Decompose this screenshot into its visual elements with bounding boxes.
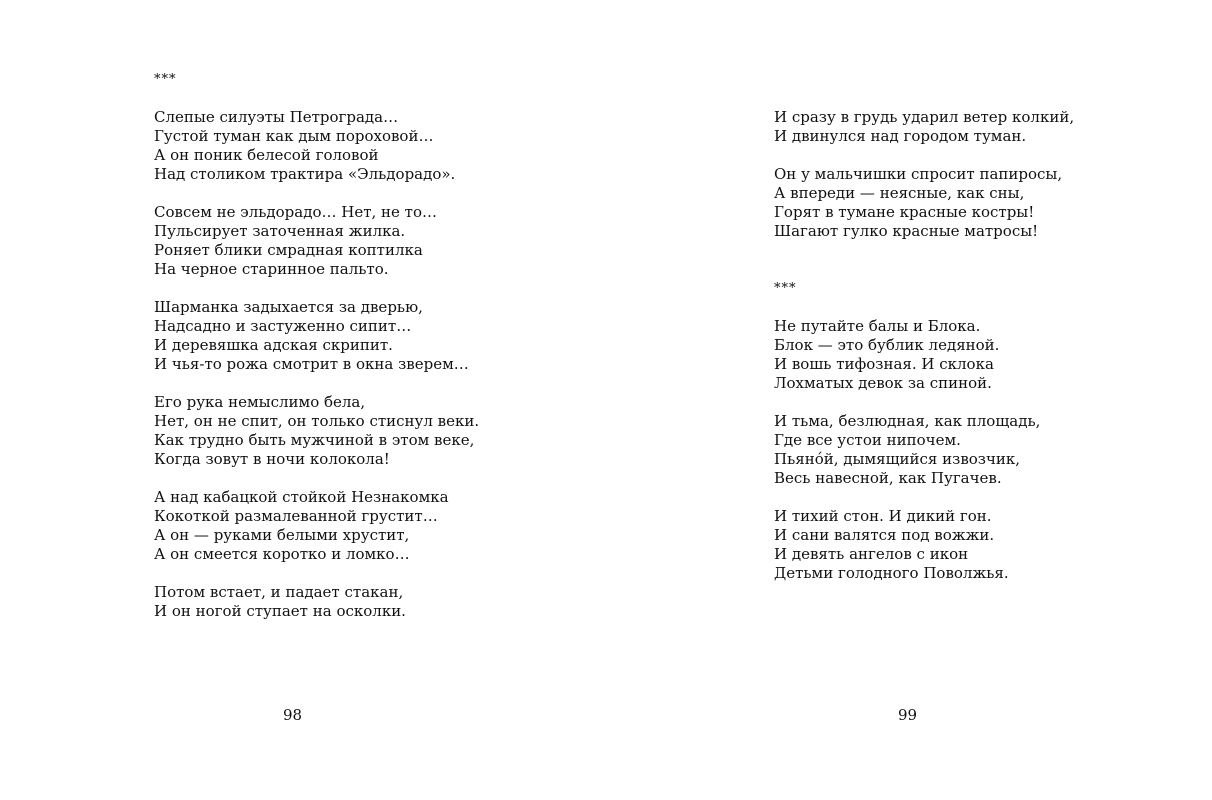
poem-line: Шагают гулко красные матросы! [774,222,1039,240]
poem-line: Лохматых девок за спиной. [774,374,992,392]
poem-line: Надсадно и застуженно сипит… [154,317,412,335]
poem-line: И девять ангелов с икон [774,545,969,563]
poem-line: Не путайте балы и Блока. [774,317,981,335]
poem-line: Над столиком трактира «Эльдорадо». [154,165,456,183]
stanza [154,488,479,564]
poem-line: Кокоткой размалеванной грустит… [154,507,438,525]
stanza [154,393,479,469]
poem-line: И двинулся над городом туман. [774,127,1027,145]
stanza [154,583,479,621]
poem-line: А он — руками белыми хрустит, [154,526,410,544]
poem-line: А над кабацкой стойкой Незнакомка [154,488,449,506]
page-number: 98 [283,706,303,724]
poem-line: Где все устои нипочем. [774,431,961,449]
poem-line: И тьма, безлюдная, как площадь, [774,412,1041,430]
poem-line: Он у мальчишки спросит папиросы, [774,165,1063,183]
stanza [154,108,479,184]
poem-line: Как трудно быть мужчиной в этом веке, [154,431,475,449]
poem-line: И чья-то рожа смотрит в окна зверем… [154,355,469,373]
poem-line: А он смеется коротко и ломко… [154,545,410,563]
poem-line: Его рука немыслимо бела, [154,393,366,411]
poem-line: Слепые силуэты Петрограда… [154,108,399,126]
stanza [154,298,479,374]
right-poems [774,108,1074,583]
poem-line: И деревяшка адская скрипит. [154,336,393,354]
poem-line: Совсем не эльдорадо… Нет, не то… [154,203,438,221]
poem-line: И он ногой ступает на осколки. [154,602,406,620]
poem-line: Когда зовут в ночи колокола! [154,450,390,468]
stanza [774,317,1074,393]
poem-line: И тихий стон. И дикий гон. [774,507,992,525]
stanza [154,203,479,279]
stanza [774,165,1074,241]
poem-line: И вошь тифозная. И склока [774,355,994,373]
poem-line: Потом встает, и падает стакан, [154,583,404,601]
poem-line: На черное старинное пальто. [154,260,389,278]
poem-line: Шарманка задыхается за дверью, [154,298,423,316]
poem-line: Весь навесной, как Пугачев. [774,469,1002,487]
stanza [774,108,1074,146]
poem-line: Нет, он не спит, он только стиснул веки. [154,412,480,430]
poem-line: Блок — это бублик ледяной. [774,336,1000,354]
poem-line: Пьянóй, дымящийся извозчик, [774,450,1021,468]
stanza [774,412,1074,488]
stanza [774,507,1074,583]
poem-line: А впереди — неясные, как сны, [774,184,1025,202]
poem-line: Роняет блики смрадная коптилка [154,241,423,259]
right-page [606,0,1212,800]
poem-separator: *** [154,72,177,87]
poem-line: И сразу в грудь ударил ветер колкий, [774,108,1075,126]
page-number: 99 [898,706,918,724]
poem-line: И сани валятся под вожжи. [774,526,995,544]
poem-separator: *** [774,281,797,296]
left-poem [154,70,479,621]
poem-line: Детьми голодного Поволжья. [774,564,1009,582]
poem-line: А он поник белесой головой [154,146,379,164]
poem-line: Горят в тумане красные костры! [774,203,1035,221]
poem-line: Густой туман как дым пороховой… [154,127,434,145]
poem-line: Пульсирует заточенная жилка. [154,222,406,240]
